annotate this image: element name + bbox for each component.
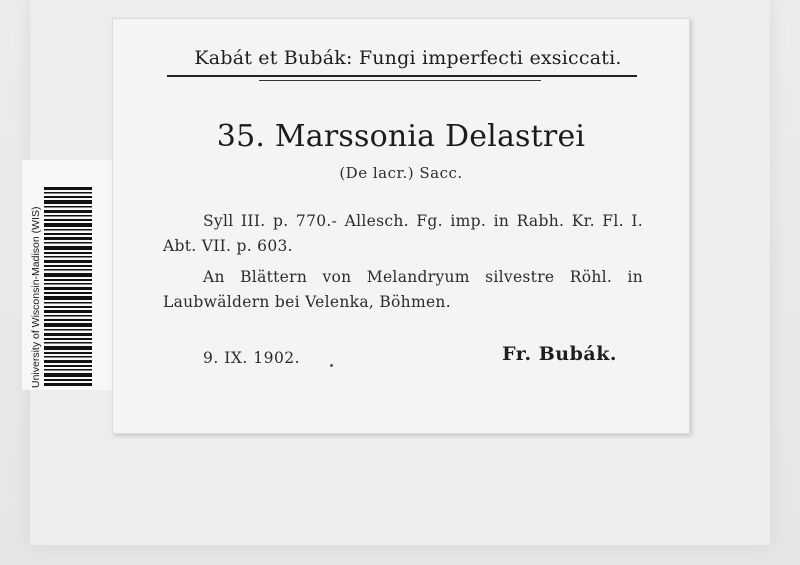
species-name: 35. Marssonia Delastrei [216,119,586,154]
literature-reference: Syll III. p. 770.- Allesch. Fg. imp. in Rabh. Kr. Fl. I. Abt. VII. p. 603. [163,212,643,255]
collector-name: Fr. Bubák. [502,343,617,365]
specimen-label [112,18,690,434]
institution-text: University of Wisconsin-Madison (WIS) [30,206,42,388]
ink-dot [330,364,333,367]
collection-date: 9. IX. 1902. [203,349,301,367]
barcode-graphic [44,185,92,390]
species-authority: (De lacr.) Sacc. [339,164,463,182]
divider-line [167,75,637,77]
divider-line-thin [259,80,541,81]
barcode-icon [44,185,92,390]
habitat-locality: An Blättern von Melandryum silvestre Röhl. in Laubwäldern bei Velenka, Böhmen. [163,268,643,311]
barcode-label [22,160,122,390]
series-title: Kabát et Bubák: Fungi imperfecti exsiccati. [194,47,622,69]
